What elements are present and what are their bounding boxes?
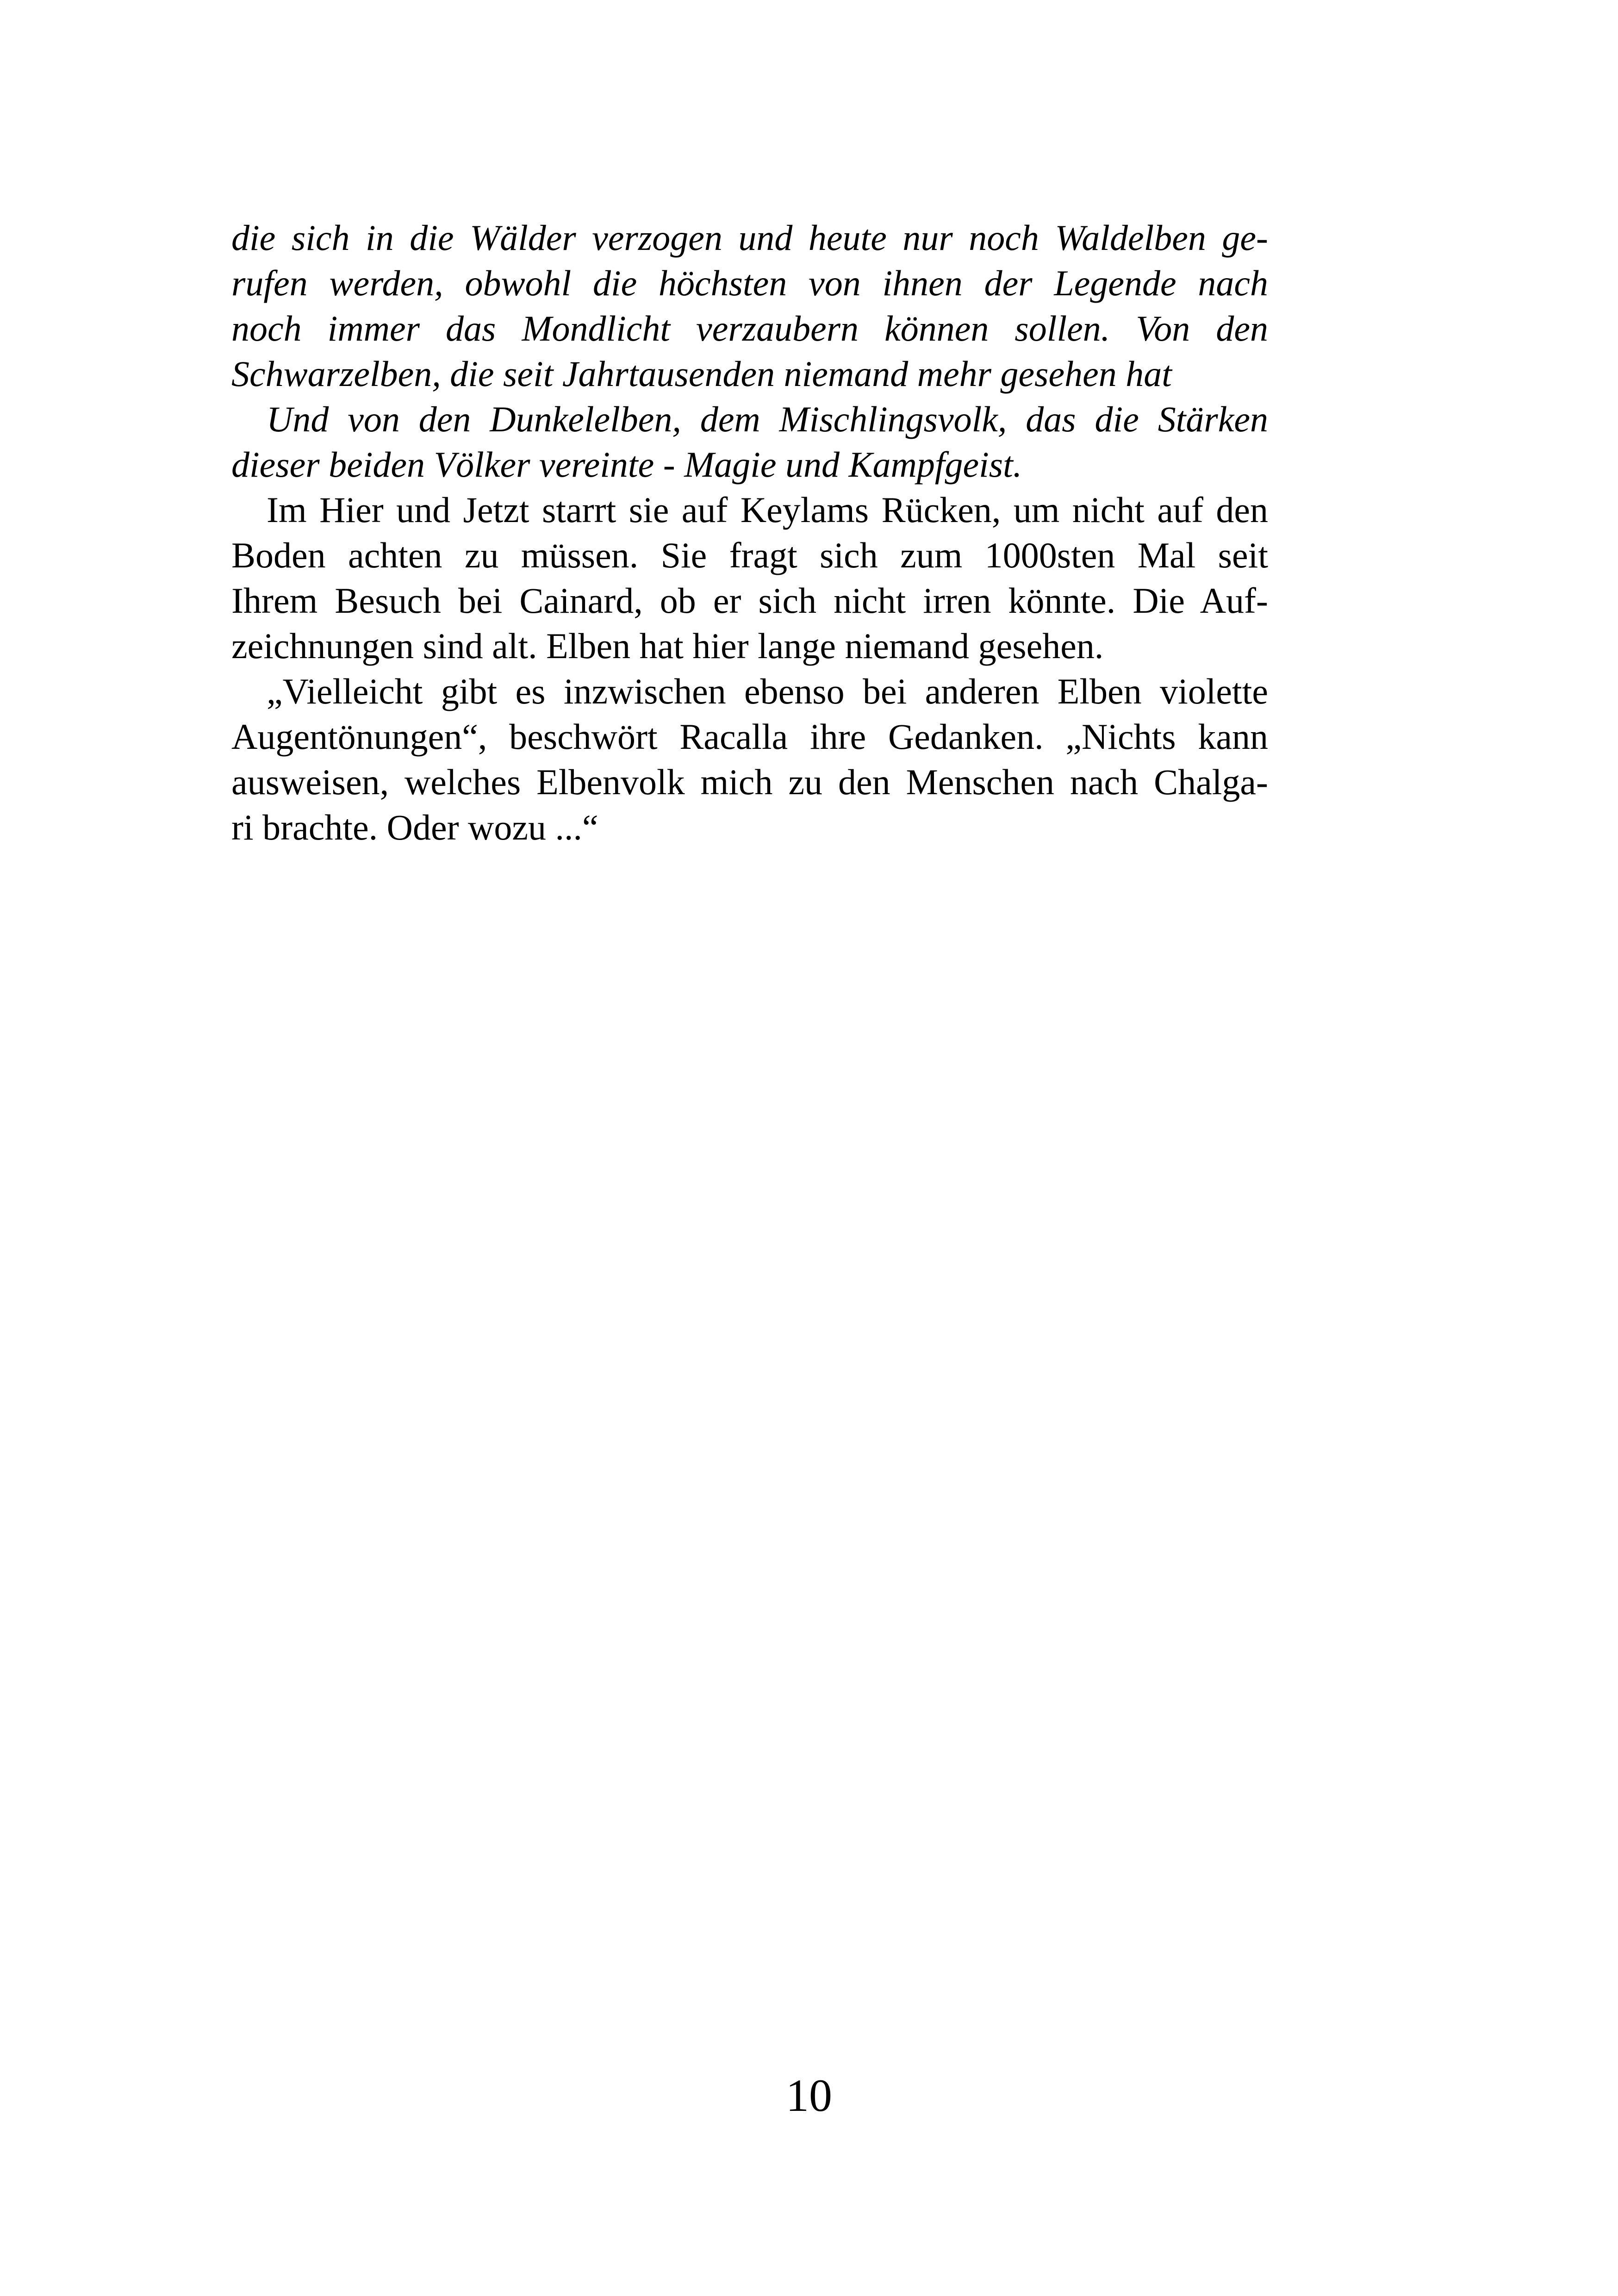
text-line: „Vielleicht gibt es inzwischen ebenso bei anderen Elben violette <box>267 671 1268 711</box>
paragraph-italic-2 <box>231 397 1268 487</box>
paragraph-4 <box>231 669 1268 850</box>
paragraph-italic-1 <box>231 215 1268 397</box>
text-line: die sich in die Wälder verzogen und heute nur noch Waldelben ge- <box>231 218 1268 258</box>
text-line: Schwarzelben, die seit Jahrtausenden niemand mehr gesehen hat <box>231 354 1172 394</box>
paragraph-3 <box>231 487 1268 669</box>
text-line: Ihrem Besuch bei Cainard, ob er sich nicht irren könnte. Die Auf- <box>231 580 1268 621</box>
page-number: 10 <box>786 2070 832 2121</box>
text-line: Augentönungen“, beschwört Racalla ihre Gedanken. „Nichts kann <box>231 716 1268 757</box>
text-line: dieser beiden Völker vereinte - Magie und Kampfgeist. <box>231 444 1022 485</box>
text-line: zeichnungen sind alt. Elben hat hier lange niemand gesehen. <box>231 626 1104 666</box>
text-line: ausweisen, welches Elbenvolk mich zu den Menschen nach Chalga- <box>231 762 1268 802</box>
text-line: Im Hier und Jetzt starrt sie auf Keylams Rücken, um nicht auf den <box>267 490 1268 530</box>
text-line: Und von den Dunkelelben, dem Mischlingsvolk, das die Stärken <box>267 399 1268 439</box>
body-text <box>231 215 1268 850</box>
text-line: Boden achten zu müssen. Sie fragt sich zum 1000sten Mal seit <box>231 535 1268 575</box>
text-line: ri brachte. Oder wozu ...“ <box>231 807 598 847</box>
text-line: noch immer das Mondlicht verzaubern können sollen. Von den <box>231 308 1268 348</box>
text-line: rufen werden, obwohl die höchsten von ihnen der Legende nach <box>231 263 1268 303</box>
